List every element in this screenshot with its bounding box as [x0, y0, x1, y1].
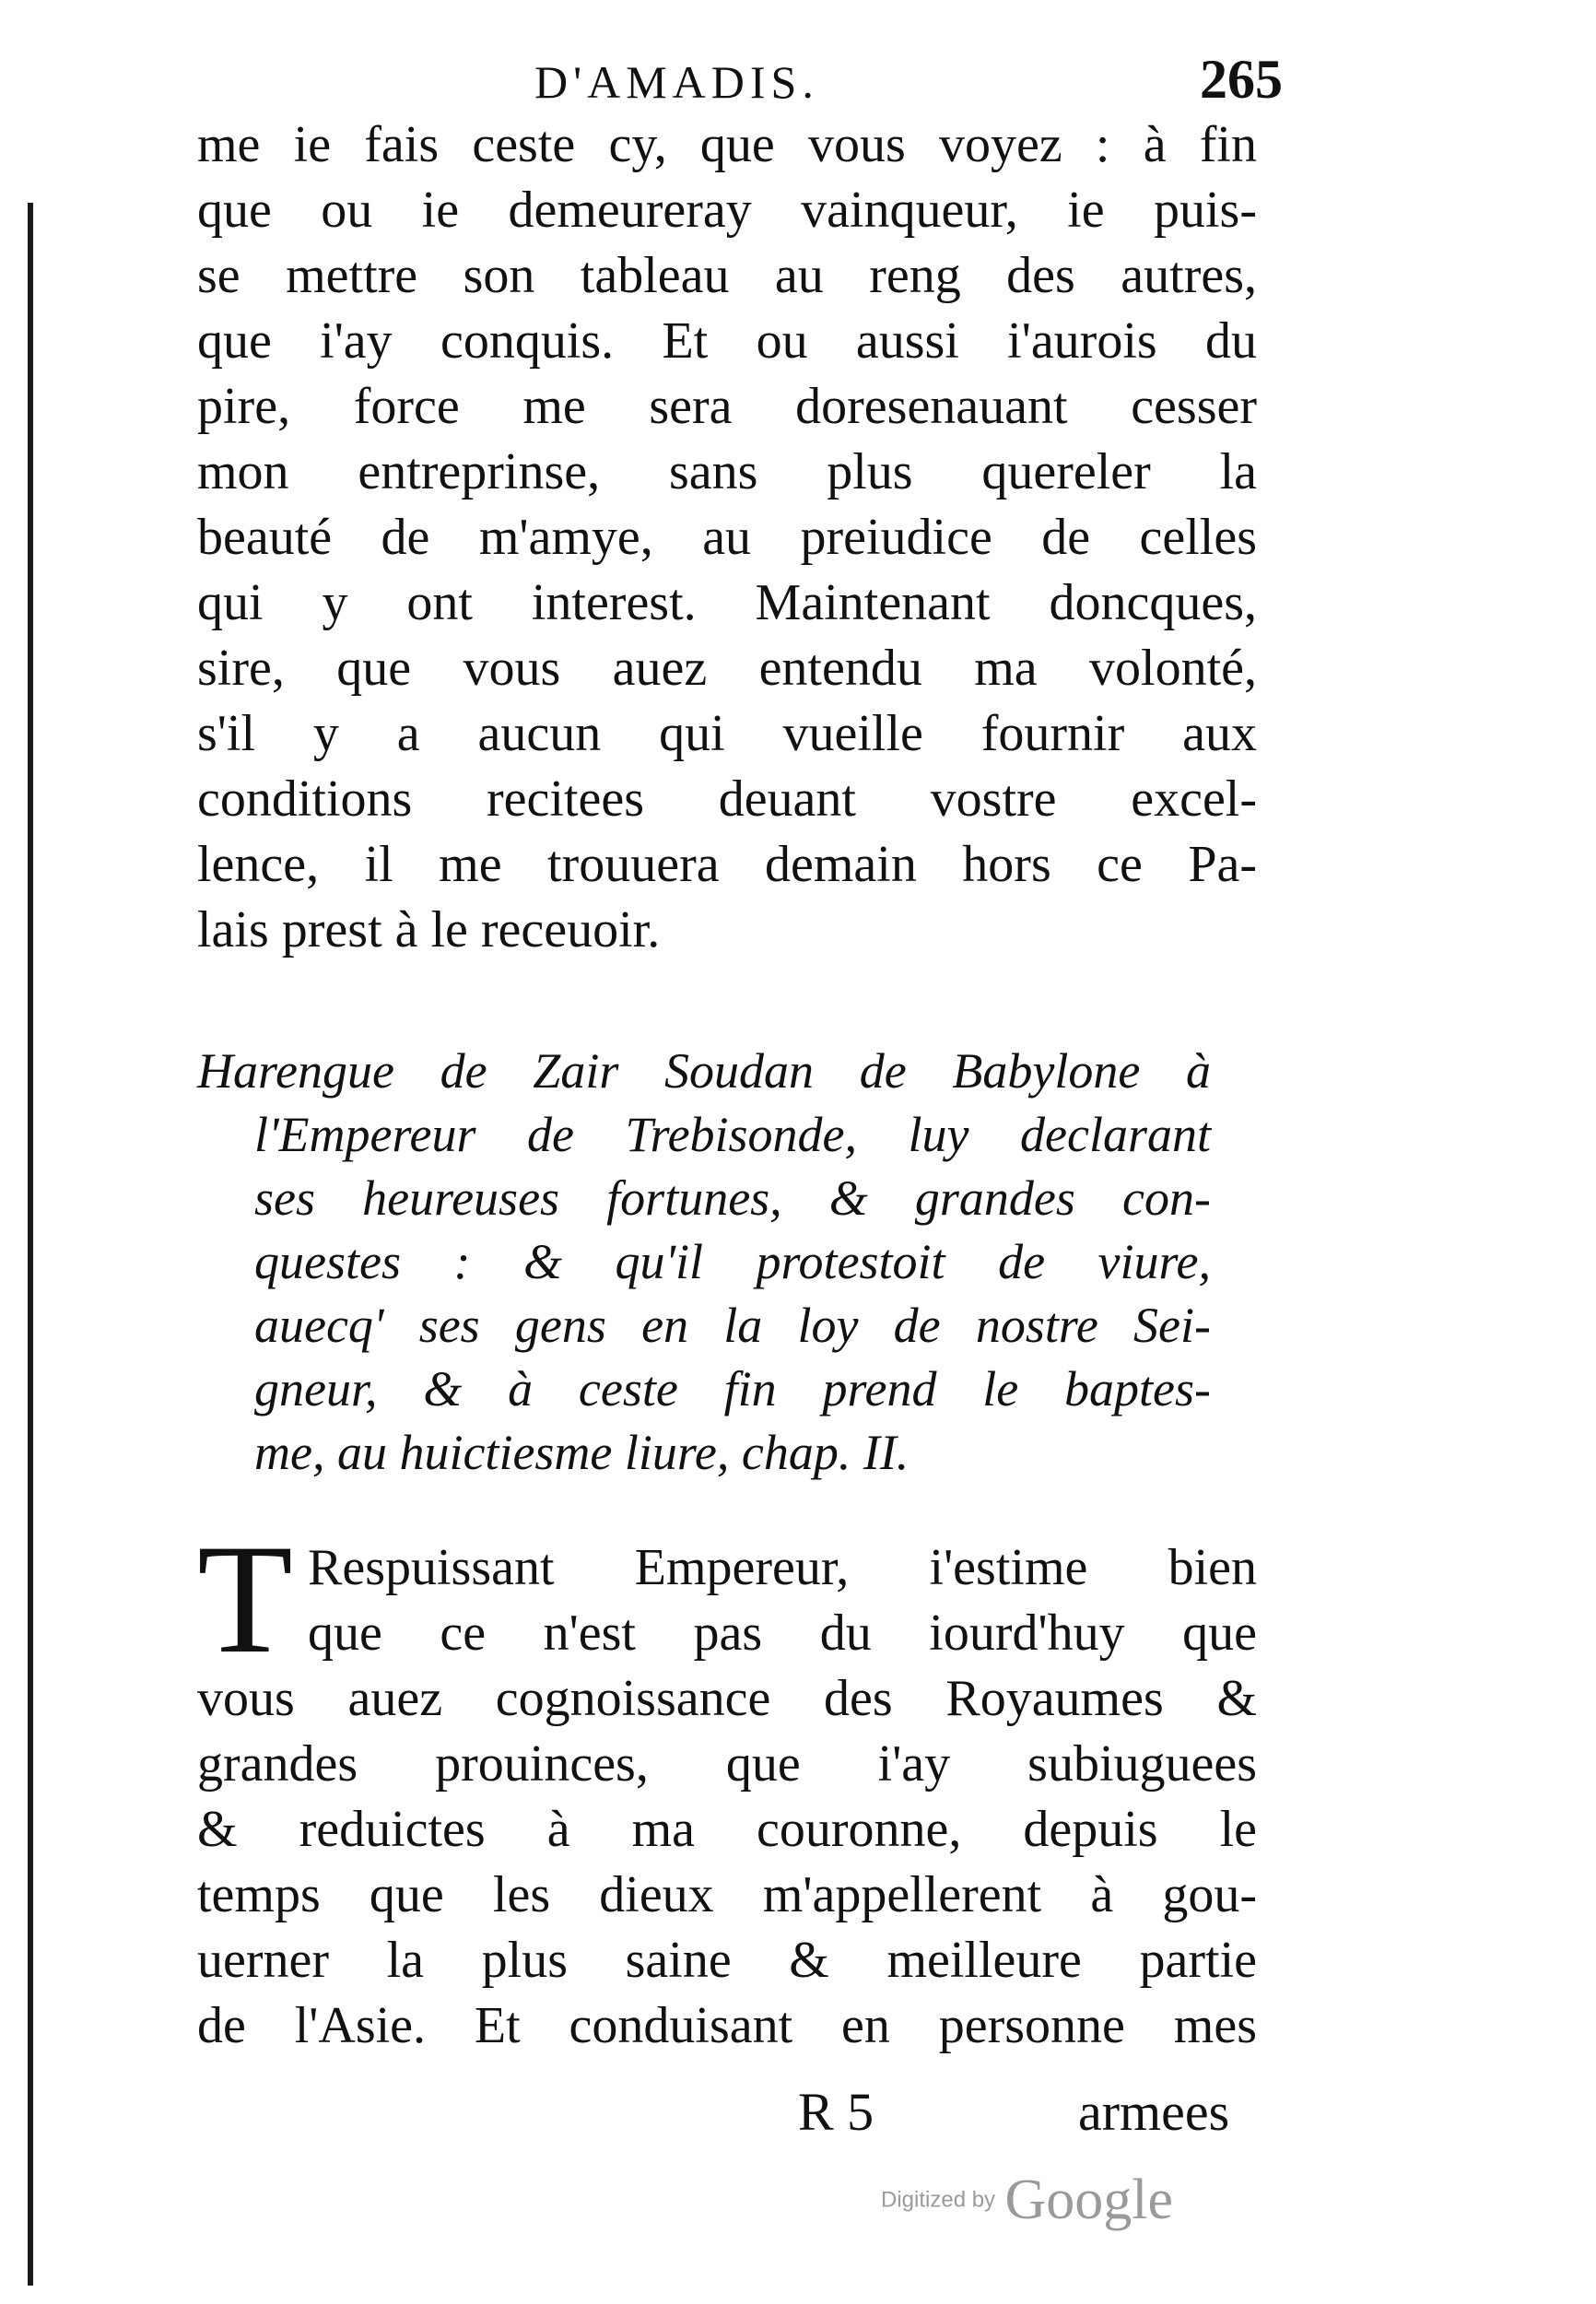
text-line: grandes prouinces, que i'ay subiuguees	[197, 1735, 1257, 1793]
text-line: conditions recitees deuant vostre excel-	[197, 770, 1257, 828]
heading-line: l'Empereur de Trebisonde, luy declarant	[254, 1107, 1211, 1162]
drop-cap: T	[197, 1512, 293, 1686]
text-line: Respuissant Empereur, i'estime bien	[308, 1539, 1257, 1596]
text-line: & reduictes à ma couronne, depuis le	[197, 1801, 1257, 1858]
text-line: qui y ont interest. Maintenant doncques,	[197, 574, 1257, 631]
text-line: me ie fais ceste cy, que vous voyez : à fin	[197, 116, 1257, 173]
text-line: que ce n'est pas du iourd'huy que	[308, 1605, 1257, 1662]
heading-line: auecq' ses gens en la loy de nostre Sei-	[254, 1298, 1211, 1353]
text-line: se mettre son tableau au reng des autres,	[197, 247, 1257, 304]
text-line: de l'Asie. Et conduisant en personne mes	[197, 1997, 1257, 2054]
text-line: lais prest à le receuoir.	[197, 901, 661, 958]
text-line: sire, que vous auez entendu ma volonté,	[197, 640, 1257, 697]
text-line: mon entreprinse, sans plus quereler la	[197, 443, 1257, 500]
heading-line: me, au huictiesme liure, chap. II.	[254, 1425, 909, 1480]
section-heading	[197, 1040, 1211, 1485]
running-head: D'AMADIS.	[534, 56, 819, 108]
text-line: pire, force me sera doresenauant cesser	[197, 378, 1257, 435]
heading-line: gneur, & à ceste fin prend le baptes-	[254, 1361, 1211, 1416]
text-line: temps que les dieux m'appellerent à gou-	[197, 1866, 1257, 1923]
text-line: vous auez cognoissance des Royaumes &	[197, 1670, 1257, 1727]
text-line: que i'ay conquis. Et ou aussi i'aurois du	[197, 312, 1257, 370]
signature-mark: R 5	[798, 2082, 874, 2142]
heading-line: Harengue de Zair Soudan de Babylone à	[197, 1043, 1211, 1099]
text-line: beauté de m'amye, au preiudice de celles	[197, 509, 1257, 566]
page-number: 265	[1200, 49, 1283, 110]
text-line: que ou ie demeureray vainqueur, ie puis-	[197, 182, 1257, 239]
heading-line: ses heureuses fortunes, & grandes con-	[254, 1170, 1211, 1226]
text-line: lence, il me trouuera demain hors ce Pa-	[197, 836, 1257, 893]
google-logo: Google	[1004, 2169, 1174, 2231]
text-line: s'il y a aucun qui vueille fournir aux	[197, 705, 1257, 762]
text-line: uerner la plus saine & meilleure partie	[197, 1932, 1257, 1989]
binding-margin-rule	[28, 203, 33, 2286]
body-text-bottom	[197, 1535, 1257, 2059]
catchword: armees	[1078, 2082, 1230, 2142]
heading-line: questes : & qu'il protestoit de viure,	[254, 1234, 1211, 1289]
watermark-prefix: Digitized by	[881, 2187, 996, 2213]
body-text-top	[197, 112, 1257, 963]
digitization-watermark	[881, 2168, 1173, 2233]
